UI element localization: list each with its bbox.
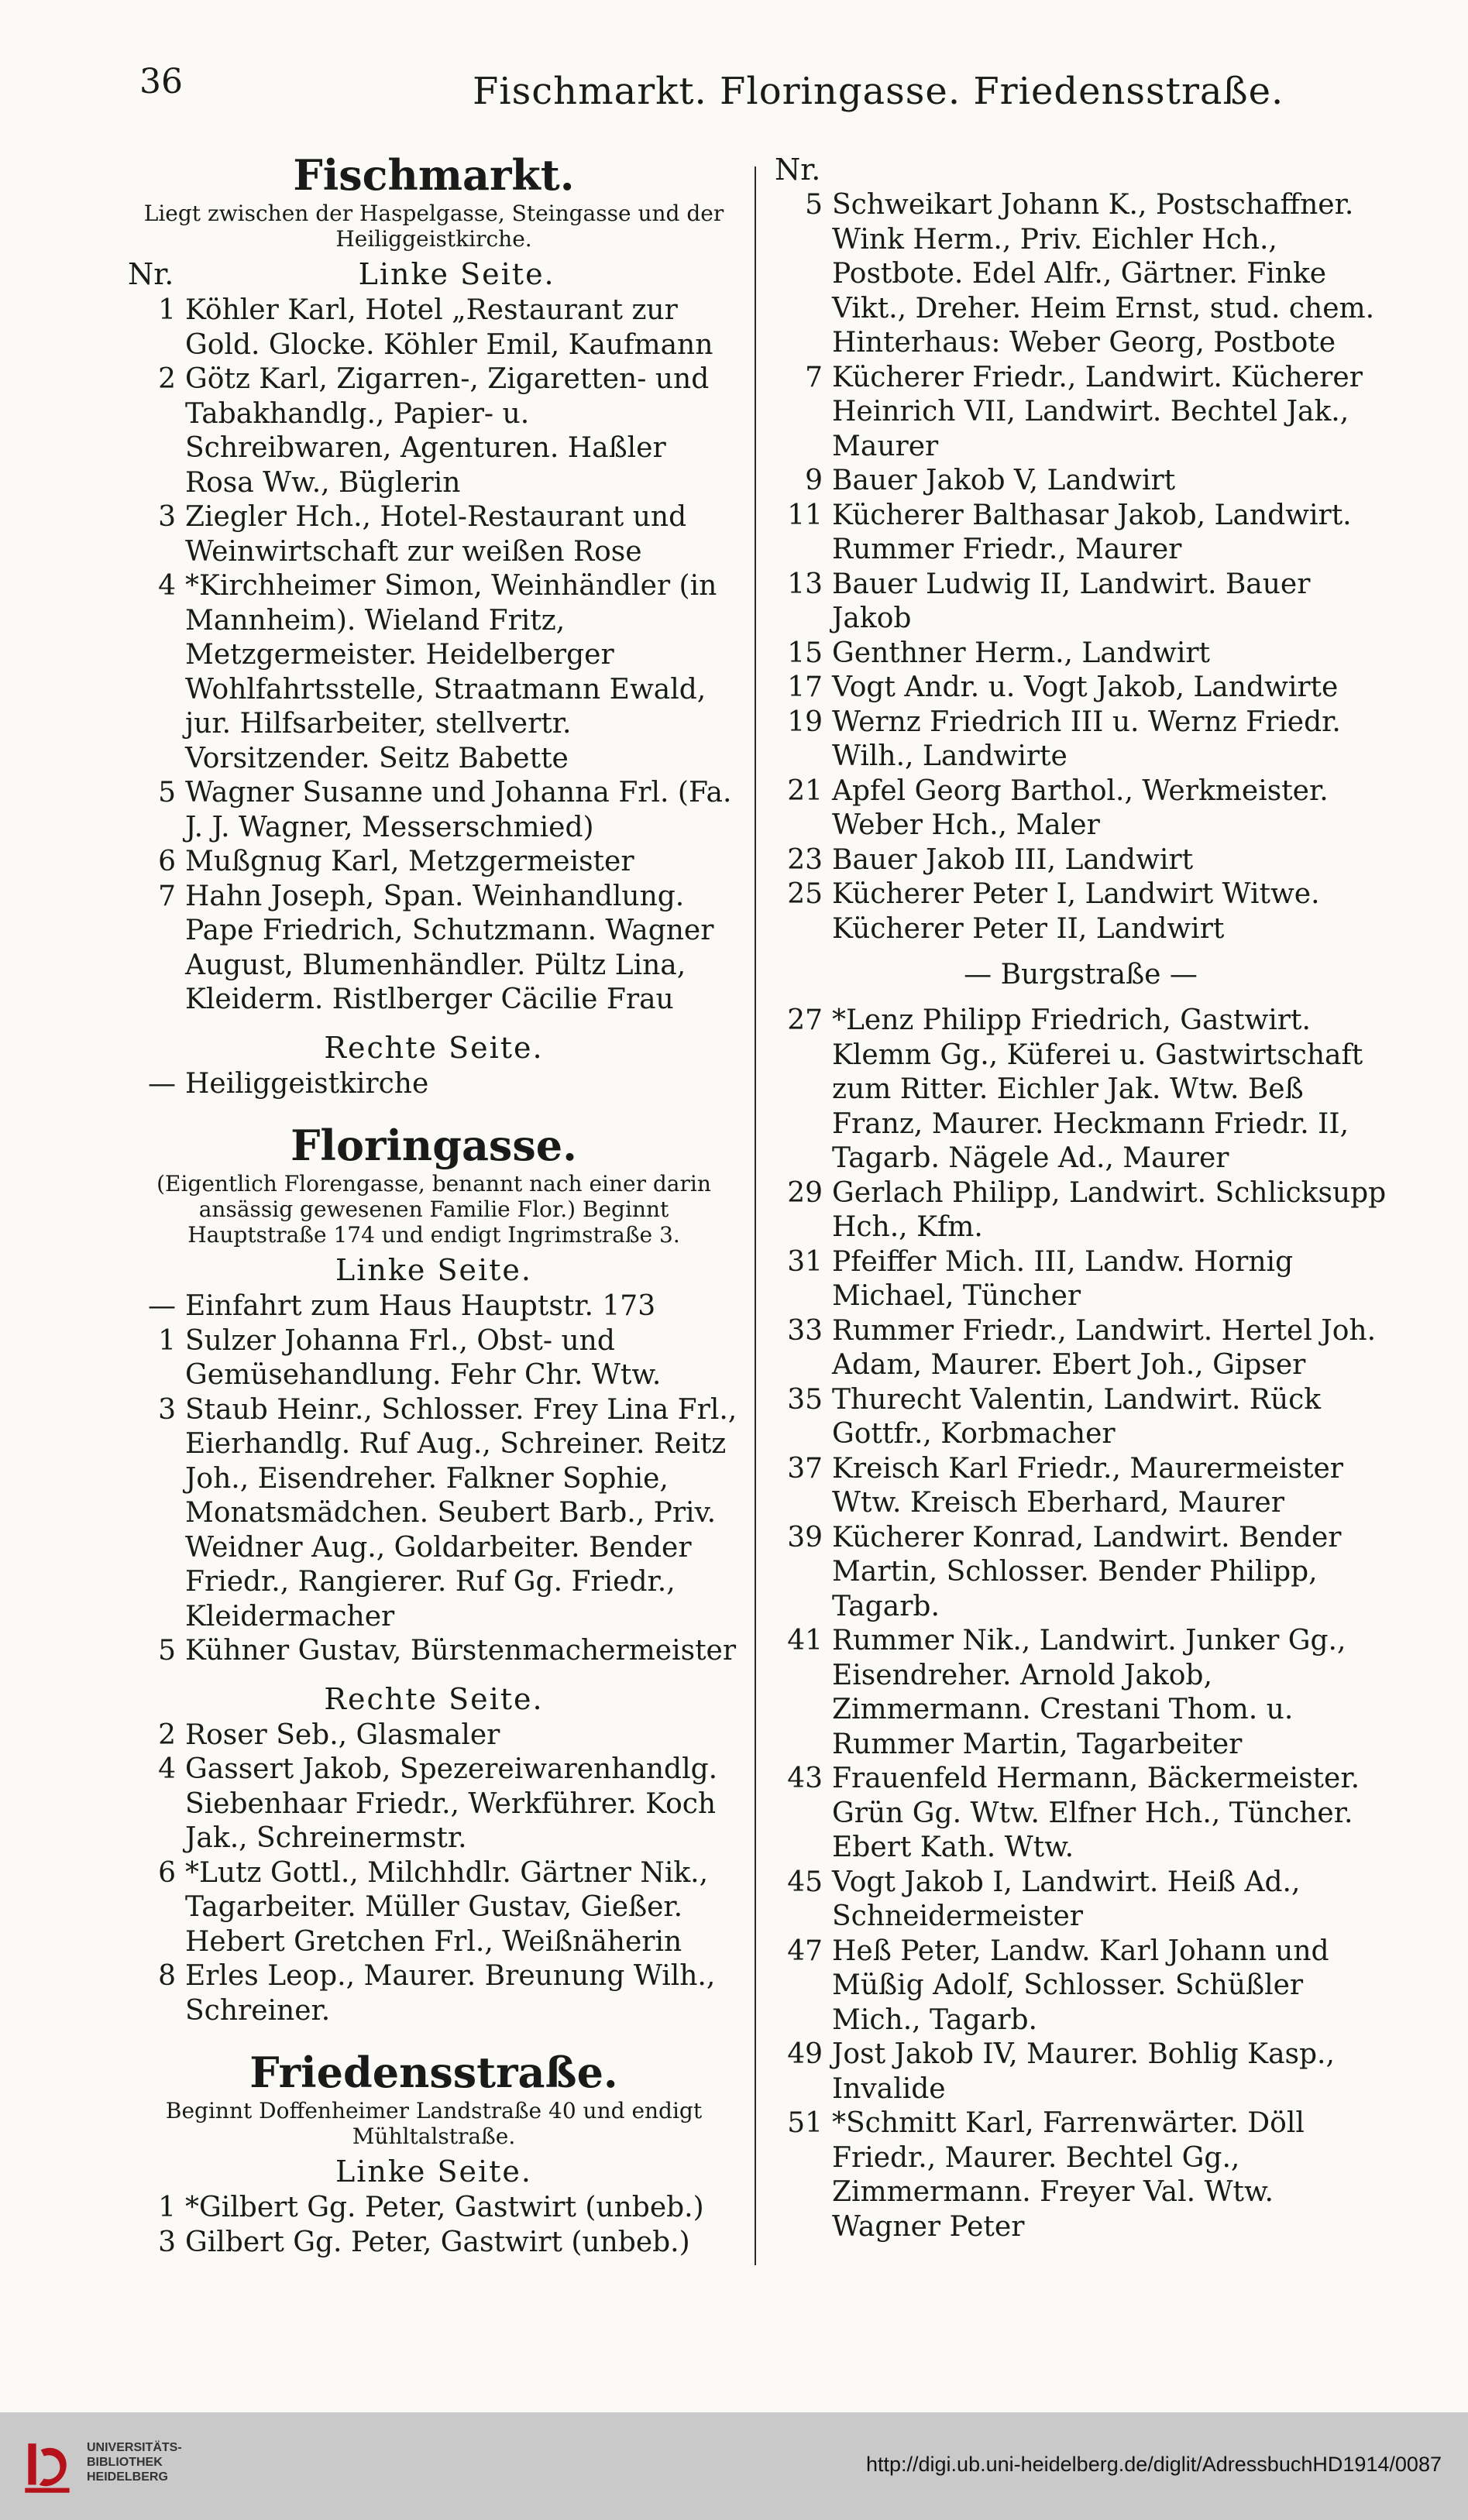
house-number: 35 xyxy=(787,1383,823,1416)
source-url-link[interactable]: http://digi.ub.uni-heidelberg.de/diglit/AdressbuchHD1914/0087 xyxy=(865,2453,1442,2476)
list-item xyxy=(128,1634,740,1669)
entry-list-friedensstrasse-left xyxy=(128,2191,740,2260)
entry-text: Kücherer Konrad, Landwirt. Bender Martin, Schlosser. Bender Philipp, Tagarb. xyxy=(832,1521,1342,1622)
entry-text: Frauenfeld Hermann, Bäckermeister. Grün Gg. Wtw. Elfner Hch., Tüncher. Ebert Kath. Wtw. xyxy=(832,1763,1360,1863)
house-number: — xyxy=(148,1290,176,1322)
right-column xyxy=(775,151,1387,2244)
list-item xyxy=(128,1067,740,1102)
list-item xyxy=(128,362,740,500)
entry-list-right-a xyxy=(775,188,1387,946)
list-item xyxy=(128,776,740,845)
house-number: 15 xyxy=(787,637,823,669)
list-item xyxy=(775,843,1387,878)
house-number: 2 xyxy=(158,1718,176,1751)
house-number: 27 xyxy=(787,1004,823,1036)
entry-list-floringasse-right xyxy=(128,1718,740,2029)
side-label-linke: Linke Seite. xyxy=(358,257,555,291)
list-item xyxy=(775,706,1387,774)
house-number: 37 xyxy=(787,1452,823,1485)
list-item xyxy=(128,1289,740,1324)
house-number: 11 xyxy=(787,499,823,531)
entry-text: Kühner Gustav, Bürstenmachermeister xyxy=(185,1635,737,1667)
left-column xyxy=(128,151,740,2260)
house-number: 21 xyxy=(787,774,823,807)
list-item xyxy=(128,569,740,776)
side-label-rechte: Rechte Seite. xyxy=(324,1681,544,1716)
street-title-fischmarkt: Fischmarkt. xyxy=(293,150,575,200)
list-item xyxy=(775,1176,1387,1245)
list-item xyxy=(775,1762,1387,1866)
house-number: 3 xyxy=(158,1393,176,1426)
entry-text: Kücherer Friedr., Landwirt. Kücherer Heinrich VII, Landwirt. Bechtel Jak., Maurer xyxy=(832,361,1363,462)
street-note-friedensstrasse: Beginnt Doffenheimer Landstraße 40 und endigt Mühltalstraße. xyxy=(165,2098,703,2149)
house-number: 25 xyxy=(787,878,823,910)
side-label-linke: Linke Seite. xyxy=(335,1253,532,1287)
entry-text: Heß Peter, Landw. Karl Johann und Müßig Adolf, Schlosser. Schüßler Mich., Tagarb. xyxy=(832,1935,1329,2036)
page-number: 36 xyxy=(139,62,183,101)
list-item xyxy=(775,774,1387,843)
list-item xyxy=(775,1866,1387,1935)
entry-text: Schweikart Johann K., Postschaffner. Wink Herm., Priv. Eichler Hch., Postbote. Edel Alfr., Gärtner. Finke Vikt., Dreher. Heim Ernst, stud. chem. Hinterhaus: Weber Georg, Postbote xyxy=(832,189,1375,359)
house-number: 3 xyxy=(158,501,176,533)
entry-text: *Lutz Gottl., Milchhdlr. Gärtner Nik., Tagarbeiter. Müller Gustav, Gießer. Hebert Gretchen Frl., Weißnäherin xyxy=(185,1856,709,1958)
entry-text: Götz Karl, Zigarren-, Zigaretten- und Tabakhandlg., Papier- u. Schreibwaren, Agenturen. Haßler Rosa Ww., Büglerin xyxy=(185,363,710,499)
list-item xyxy=(775,188,1387,361)
entry-text: Wagner Susanne und Johanna Frl. (Fa. J. J. Wagner, Messerschmied) xyxy=(185,777,732,843)
list-item xyxy=(128,1393,740,1635)
side-label-rechte: Rechte Seite. xyxy=(324,1030,544,1065)
house-number: 4 xyxy=(158,570,176,602)
nr-header-row xyxy=(128,255,740,294)
street-title-friedensstrasse: Friedensstraße. xyxy=(249,2048,618,2097)
list-item xyxy=(128,1324,740,1393)
entry-text: Heiliggeistkirche xyxy=(185,1067,429,1100)
list-item xyxy=(128,500,740,569)
list-item xyxy=(775,1521,1387,1625)
house-number: 5 xyxy=(158,1635,176,1667)
section-floringasse xyxy=(128,1121,740,2028)
house-number: 5 xyxy=(158,777,176,809)
house-number: 7 xyxy=(805,361,823,393)
house-number: — xyxy=(148,1067,176,1100)
footer-bar xyxy=(0,2412,1468,2520)
list-item xyxy=(775,1314,1387,1383)
entry-text: Sulzer Johanna Frl., Obst- und Gemüsehandlung. Fehr Chr. Wtw. xyxy=(185,1324,662,1391)
house-number: 29 xyxy=(787,1176,823,1209)
logo-text-line: UNIVERSITÄTS- xyxy=(87,2441,182,2454)
entry-text: Hahn Joseph, Span. Weinhandlung. Pape Friedrich, Schutzmann. Wagner August, Blumenhändler. Pültz Lina, Kleiderm. Ristlberger Cäcilie Frau xyxy=(185,880,714,1015)
entry-text: Rummer Friedr., Landwirt. Hertel Joh. Adam, Maurer. Ebert Joh., Gipser xyxy=(832,1314,1377,1381)
entry-text: Gassert Jakob, Spezereiwarenhandlg. Siebenhaar Friedr., Werkführer. Koch Jak., Schreinermstr. xyxy=(185,1753,718,1854)
entry-text: Vogt Jakob I, Landwirt. Heiß Ad., Schneidermeister xyxy=(832,1866,1301,1932)
street-note-fischmarkt: Liegt zwischen der Haspelgasse, Steingasse und der Heiliggeistkirche. xyxy=(143,201,724,252)
entry-text: Rummer Nik., Landwirt. Junker Gg., Eisendreher. Arnold Jakob, Zimmermann. Crestani Thom. u. Rummer Martin, Tagarbeiter xyxy=(832,1625,1346,1760)
house-number: 31 xyxy=(787,1245,823,1278)
entry-text: Staub Heinr., Schlosser. Frey Lina Frl., Eierhandlg. Ruf Aug., Schreiner. Reitz Joh., Eisendreher. Falkner Sophie, Monatsmädchen. Seubert Barb., Priv. Weidner Aug., Goldarbeiter. Bender Friedr., Rangierer. Ruf Gg. Friedr., Kleidermacher xyxy=(185,1393,737,1633)
list-item xyxy=(775,1935,1387,2038)
list-item xyxy=(128,2226,740,2261)
house-number: 1 xyxy=(158,294,176,326)
house-number: 13 xyxy=(787,568,823,600)
list-item xyxy=(775,671,1387,706)
house-number: 43 xyxy=(787,1763,823,1794)
entry-text: Ziegler Hch., Hotel-Restaurant und Weinwirtschaft zur weißen Rose xyxy=(185,501,687,568)
list-item xyxy=(128,880,740,1018)
entry-text: Pfeiffer Mich. III, Landw. Hornig Michael, Tüncher xyxy=(832,1245,1294,1312)
logo-text-line: BIBLIOTHEK xyxy=(87,2456,163,2469)
entry-text: *Lenz Philipp Friedrich, Gastwirt. Klemm Gg., Küferei u. Gastwirtschaft zum Ritter. Eichler Jak. Wtw. Beß Franz, Maurer. Heckmann Friedr. II, Tagarb. Nägele Ad., Maurer xyxy=(832,1004,1363,1174)
list-item xyxy=(128,1753,740,1856)
list-item xyxy=(128,2191,740,2226)
entry-list-right-b xyxy=(775,1004,1387,2244)
house-number: 4 xyxy=(158,1753,176,1785)
house-number: 47 xyxy=(787,1935,823,1967)
side-label-linke: Linke Seite. xyxy=(335,2154,532,2189)
entry-text: Gerlach Philipp, Landwirt. Schlicksupp Hch., Kfm. xyxy=(832,1176,1387,1243)
entry-text: Jost Jakob IV, Maurer. Bohlig Kasp., Invalide xyxy=(832,2038,1335,2105)
list-item xyxy=(775,1383,1387,1452)
entry-text: *Kirchheimer Simon, Weinhändler (in Mannheim). Wieland Fritz, Metzgermeister. Heidelberger Wohlfahrtsstelle, Straatmann Ewald, jur. Hilfsarbeiter, stellvertr. Vorsitzender. Seitz Babette xyxy=(185,570,717,774)
logo-text xyxy=(87,2440,182,2484)
street-note-floringasse: (Eigentlich Florengasse, benannt nach einer darin ansässig gewesenen Familie Flor.) Beginnt Hauptstraße 174 und endigt Ingrimstraße 3. xyxy=(156,1171,711,1248)
entry-text: Wernz Friedrich III u. Wernz Friedr. Wilh., Landwirte xyxy=(832,706,1341,772)
list-item xyxy=(128,1856,740,1960)
list-item xyxy=(775,464,1387,499)
entry-text: Kreisch Karl Friedr., Maurermeister Wtw. Kreisch Eberhard, Maurer xyxy=(832,1452,1343,1519)
university-library-logo-icon xyxy=(17,2436,81,2499)
entry-text: Einfahrt zum Haus Hauptstr. 173 xyxy=(185,1290,656,1322)
list-item xyxy=(128,1718,740,1753)
list-item xyxy=(128,1959,740,2028)
list-item xyxy=(775,568,1387,637)
list-item xyxy=(775,361,1387,465)
house-number: 5 xyxy=(805,189,823,221)
list-item xyxy=(775,2038,1387,2106)
sub-heading-burgstrasse: — Burgstraße — xyxy=(964,959,1198,990)
house-number: 49 xyxy=(787,2038,823,2070)
entry-text: Kücherer Balthasar Jakob, Landwirt. Rummer Friedr., Maurer xyxy=(832,499,1352,565)
house-number: 8 xyxy=(158,1960,176,1992)
list-item xyxy=(775,1004,1387,1176)
list-item xyxy=(775,499,1387,568)
entry-text: Bauer Ludwig II, Landwirt. Bauer Jakob xyxy=(832,568,1311,634)
nr-label: Nr. xyxy=(775,153,821,187)
entry-text: *Gilbert Gg. Peter, Gastwirt (unbeb.) xyxy=(185,2192,704,2223)
house-number: 3 xyxy=(158,2226,176,2258)
list-item xyxy=(775,1624,1387,1762)
house-number: 1 xyxy=(158,1324,176,1357)
entry-text: Bauer Jakob V, Landwirt xyxy=(832,465,1176,496)
house-number: 2 xyxy=(158,363,176,395)
entry-text: Vogt Andr. u. Vogt Jakob, Landwirte xyxy=(832,671,1339,703)
section-fischmarkt xyxy=(128,151,740,1101)
entry-list-fischmarkt-left xyxy=(128,294,740,1018)
house-number: 17 xyxy=(787,671,823,703)
list-item xyxy=(775,1245,1387,1314)
house-number: 19 xyxy=(787,706,823,738)
house-number: 41 xyxy=(787,1625,823,1657)
list-item xyxy=(775,2106,1387,2244)
list-item xyxy=(128,294,740,362)
house-number: 1 xyxy=(158,2192,176,2223)
entry-text: Thurecht Valentin, Landwirt. Rück Gottfr., Korbmacher xyxy=(832,1383,1322,1450)
house-number: 33 xyxy=(787,1314,823,1347)
entry-text: Mußgnug Karl, Metzgermeister xyxy=(185,846,634,877)
entry-text: Bauer Jakob III, Landwirt xyxy=(832,843,1194,876)
street-title-floringasse: Floringasse. xyxy=(291,1121,577,1170)
entry-text: Apfel Georg Barthol., Werkmeister. Weber Hch., Maler xyxy=(832,774,1329,841)
entry-text: Kücherer Peter I, Landwirt Witwe. Kücherer Peter II, Landwirt xyxy=(832,878,1320,945)
house-number: 39 xyxy=(787,1521,823,1554)
list-item xyxy=(775,637,1387,671)
house-number: 7 xyxy=(158,880,176,912)
house-number: 6 xyxy=(158,846,176,877)
house-number: 23 xyxy=(787,843,823,876)
section-friedensstrasse xyxy=(128,2048,740,2260)
house-number: 45 xyxy=(787,1866,823,1898)
house-number: 51 xyxy=(787,2107,823,2139)
running-head: Fischmarkt. Floringasse. Friedensstraße. xyxy=(473,70,1284,113)
house-number: 6 xyxy=(158,1856,176,1889)
column-divider xyxy=(755,167,756,2265)
entry-list-floringasse-left xyxy=(128,1289,740,1669)
entry-text: Gilbert Gg. Peter, Gastwirt (unbeb.) xyxy=(185,2226,690,2258)
entry-text: Köhler Karl, Hotel „Restaurant zur Gold. Glocke. Köhler Emil, Kaufmann xyxy=(185,294,713,361)
list-item xyxy=(775,1452,1387,1521)
entry-text: *Schmitt Karl, Farrenwärter. Döll Friedr., Maurer. Bechtel Gg., Zimmermann. Freyer Val. Wtw. Wagner Peter xyxy=(832,2107,1305,2243)
list-item xyxy=(775,877,1387,946)
nr-label: Nr. xyxy=(128,257,174,291)
entry-text: Roser Seb., Glasmaler xyxy=(185,1718,500,1751)
list-item xyxy=(128,845,740,880)
entry-text: Genthner Herm., Landwirt xyxy=(832,637,1211,669)
logo-text-line: HEIDELBERG xyxy=(87,2470,168,2484)
entry-text: Erles Leop., Maurer. Breunung Wilh., Schreiner. xyxy=(185,1960,716,2027)
house-number: 9 xyxy=(805,465,823,496)
